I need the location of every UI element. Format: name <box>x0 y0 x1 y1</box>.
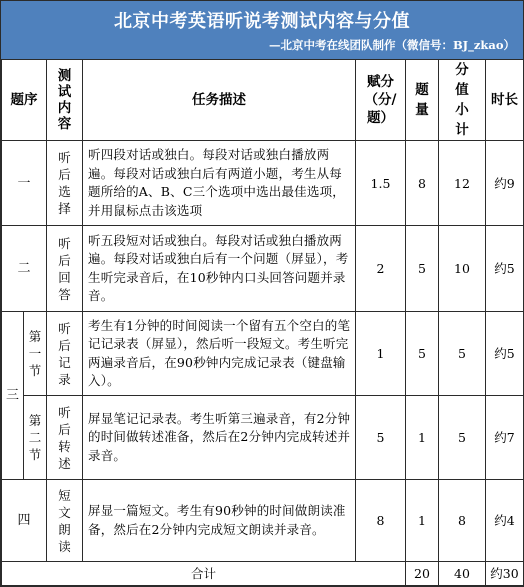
row-count: 8 <box>406 141 439 226</box>
row-section: 第二节 <box>24 396 47 480</box>
row-score-per: 1 <box>356 312 406 396</box>
row-order: 二 <box>2 226 47 312</box>
row-subtotal: 8 <box>439 480 486 562</box>
row-section: 第一节 <box>24 312 47 396</box>
row-content: 听后记录 <box>47 312 83 396</box>
row-duration: 约5 <box>486 226 524 312</box>
row-score-per: 1.5 <box>356 141 406 226</box>
header-score-per: 赋分（分/题） <box>356 60 406 141</box>
title-banner <box>1 1 523 59</box>
row-content: 听后转述 <box>47 396 83 480</box>
total-row <box>2 562 524 586</box>
header-row <box>2 60 524 141</box>
header-content: 测试内容 <box>47 60 83 141</box>
row-count: 1 <box>406 396 439 480</box>
row-duration: 约5 <box>486 312 524 396</box>
exam-table <box>1 59 524 586</box>
header-desc: 任务描述 <box>83 60 356 141</box>
row-content: 短文朗读 <box>47 480 83 562</box>
row-desc: 屏显一篇短文。考生有90秒钟的时间做朗读准备，然后在2分钟内完成短文朗读并录音。 <box>83 480 356 562</box>
row-order: 四 <box>2 480 47 562</box>
table-row <box>2 396 524 480</box>
row-score-per: 2 <box>356 226 406 312</box>
row-score-per: 5 <box>356 396 406 480</box>
table-row <box>2 226 524 312</box>
row-desc: 考生有1分钟的时间阅读一个留有五个空白的笔记记录表（屏显），然后听一段短文。考生听完两遍录音后，在90秒钟内完成记录表（键盘输入）。 <box>83 312 356 396</box>
sheet-subtitle: —北京中考在线团队制作（微信号：BJ_zkao） <box>268 38 515 52</box>
table-row <box>2 312 524 396</box>
row-count: 5 <box>406 312 439 396</box>
row-content: 听后选择 <box>47 141 83 226</box>
total-duration: 约30 <box>486 562 524 586</box>
row-order: 一 <box>2 141 47 226</box>
row-subtotal: 10 <box>439 226 486 312</box>
row-desc: 听四段对话或独白。每段对话或独白播放两遍。每段对话或独白后有两道小题，考生从每题所给的A、B、C三个选项中选出最佳选项，并用鼠标点击该选项 <box>83 141 356 226</box>
row-count: 5 <box>406 226 439 312</box>
row-content: 听后回答 <box>47 226 83 312</box>
total-count: 20 <box>406 562 439 586</box>
row-subtotal: 5 <box>439 396 486 480</box>
row-order: 三 <box>2 312 24 480</box>
row-subtotal: 12 <box>439 141 486 226</box>
row-desc: 听五段短对话或独白。每段对话或独白播放两遍。每段对话或独白后有一个问题（屏显），考生听完录音后，在10秒钟内口头回答问题并录音。 <box>83 226 356 312</box>
row-subtotal: 5 <box>439 312 486 396</box>
total-subtotal: 40 <box>439 562 486 586</box>
row-desc: 屏显笔记记录表。考生听第三遍录音，有2分钟的时间做转述准备，然后在2分钟内完成转述并录音。 <box>83 396 356 480</box>
header-duration: 时长 <box>486 60 524 141</box>
sheet-title: 北京中考英语听说考测试内容与分值 <box>114 11 410 32</box>
row-count: 1 <box>406 480 439 562</box>
row-score-per: 8 <box>356 480 406 562</box>
table-row <box>2 480 524 562</box>
table-row <box>2 141 524 226</box>
header-count: 题量 <box>406 60 439 141</box>
header-order: 题序 <box>2 60 47 141</box>
row-duration: 约4 <box>486 480 524 562</box>
row-duration: 约7 <box>486 396 524 480</box>
total-label: 合计 <box>2 562 406 586</box>
row-duration: 约9 <box>486 141 524 226</box>
header-subtotal: 分 值 小 计 <box>439 60 486 141</box>
